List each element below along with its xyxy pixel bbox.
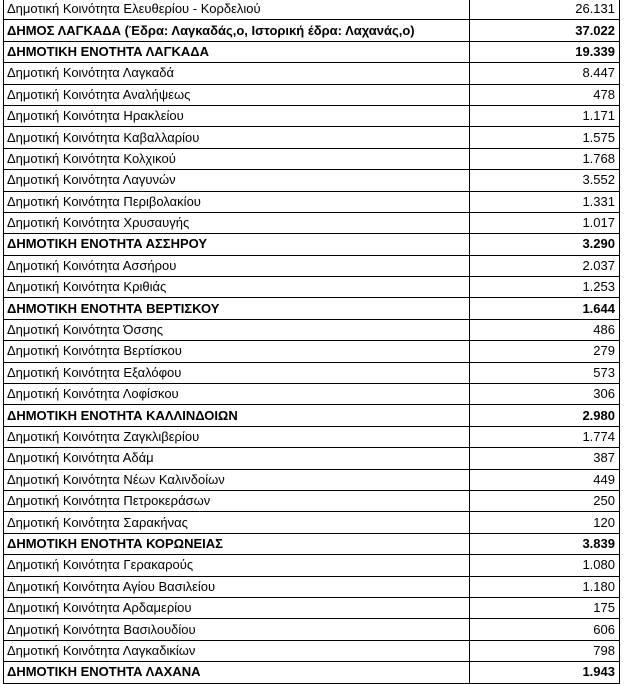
- table-row: [4, 597, 620, 618]
- population-value-cell: 478: [470, 84, 620, 105]
- population-value-cell: 573: [470, 362, 620, 383]
- area-name-cell: Δημοτική Κοινότητα Βερτίσκου: [4, 341, 470, 362]
- population-value-cell: 3.839: [470, 533, 620, 554]
- population-value-cell: 26.131: [470, 0, 620, 20]
- table-row: [4, 362, 620, 383]
- table-row: [4, 212, 620, 233]
- table-row: [4, 490, 620, 511]
- section-header-row: [4, 20, 620, 41]
- area-name-cell: Δημοτική Κοινότητα Περιβολακίου: [4, 191, 470, 212]
- area-name-cell: Δημοτική Κοινότητα Κολχικού: [4, 148, 470, 169]
- area-name-cell: Δημοτική Κοινότητα Αναλήψεως: [4, 84, 470, 105]
- area-name-cell: Δημοτική Κοινότητα Λαγυνών: [4, 170, 470, 191]
- table-row: [4, 63, 620, 84]
- population-value-cell: 2.980: [470, 405, 620, 426]
- population-value-cell: 175: [470, 597, 620, 618]
- population-value-cell: 3.290: [470, 234, 620, 255]
- area-name-cell: Δημοτική Κοινότητα Βασιλουδίου: [4, 619, 470, 640]
- population-table-body: [4, 0, 620, 683]
- area-name-cell: Δημοτική Κοινότητα Λαγκαδικίων: [4, 640, 470, 661]
- table-row: [4, 448, 620, 469]
- table-row: [4, 277, 620, 298]
- population-value-cell: 1.180: [470, 576, 620, 597]
- population-value-cell: 1.331: [470, 191, 620, 212]
- area-name-cell: ΔΗΜΟΤΙΚΗ ΕΝΟΤΗΤΑ ΛΑΓΚΑΔΑ: [4, 41, 470, 62]
- table-row: [4, 576, 620, 597]
- area-name-cell: Δημοτική Κοινότητα Ασσήρου: [4, 255, 470, 276]
- population-value-cell: 606: [470, 619, 620, 640]
- area-name-cell: Δημοτική Κοινότητα Αγίου Βασιλείου: [4, 576, 470, 597]
- section-header-row: [4, 533, 620, 554]
- table-row: [4, 127, 620, 148]
- area-name-cell: Δημοτική Κοινότητα Αδάμ: [4, 448, 470, 469]
- area-name-cell: ΔΗΜΟΤΙΚΗ ΕΝΟΤΗΤΑ ΚΟΡΩΝΕΙΑΣ: [4, 533, 470, 554]
- population-value-cell: 387: [470, 448, 620, 469]
- table-row: [4, 619, 620, 640]
- table-row: [4, 426, 620, 447]
- table-row: [4, 170, 620, 191]
- table-row: [4, 0, 620, 20]
- population-value-cell: 8.447: [470, 63, 620, 84]
- area-name-cell: ΔΗΜΟΤΙΚΗ ΕΝΟΤΗΤΑ ΚΑΛΛΙΝΔΟΙΩΝ: [4, 405, 470, 426]
- table-row: [4, 512, 620, 533]
- table-row: [4, 555, 620, 576]
- table-row: [4, 84, 620, 105]
- population-value-cell: 1.017: [470, 212, 620, 233]
- table-row: [4, 148, 620, 169]
- area-name-cell: ΔΗΜΟΤΙΚΗ ΕΝΟΤΗΤΑ ΒΕΡΤΙΣΚΟΥ: [4, 298, 470, 319]
- area-name-cell: Δημοτική Κοινότητα Καβαλλαρίου: [4, 127, 470, 148]
- population-value-cell: 37.022: [470, 20, 620, 41]
- area-name-cell: Δημοτική Κοινότητα Ζαγκλιβερίου: [4, 426, 470, 447]
- population-value-cell: 1.943: [470, 662, 620, 683]
- table-row: [4, 384, 620, 405]
- population-value-cell: 19.339: [470, 41, 620, 62]
- table-row: [4, 640, 620, 661]
- population-value-cell: 798: [470, 640, 620, 661]
- area-name-cell: Δημοτική Κοινότητα Ελευθερίου - Κορδελιού: [4, 0, 470, 20]
- area-name-cell: ΔΗΜΟΤΙΚΗ ΕΝΟΤΗΤΑ ΛΑΧΑΝΑ: [4, 662, 470, 683]
- section-header-row: [4, 405, 620, 426]
- table-row: [4, 341, 620, 362]
- population-value-cell: 1.774: [470, 426, 620, 447]
- area-name-cell: Δημοτική Κοινότητα Νέων Καλινδοίων: [4, 469, 470, 490]
- population-value-cell: 3.552: [470, 170, 620, 191]
- area-name-cell: Δημοτική Κοινότητα Χρυσαυγής: [4, 212, 470, 233]
- population-value-cell: 1.171: [470, 105, 620, 126]
- population-value-cell: 250: [470, 490, 620, 511]
- population-table: [3, 0, 620, 684]
- area-name-cell: ΔΗΜΟΣ ΛΑΓΚΑΔΑ (Έδρα: Λαγκαδάς,ο, Ιστορική έδρα: Λαχανάς,ο): [4, 20, 470, 41]
- population-value-cell: 449: [470, 469, 620, 490]
- section-header-row: [4, 234, 620, 255]
- section-header-row: [4, 298, 620, 319]
- population-value-cell: 306: [470, 384, 620, 405]
- population-value-cell: 1.644: [470, 298, 620, 319]
- population-value-cell: 2.037: [470, 255, 620, 276]
- area-name-cell: Δημοτική Κοινότητα Λαγκαδά: [4, 63, 470, 84]
- area-name-cell: Δημοτική Κοινότητα Σαρακήνας: [4, 512, 470, 533]
- table-row: [4, 255, 620, 276]
- population-value-cell: 1.575: [470, 127, 620, 148]
- area-name-cell: Δημοτική Κοινότητα Λοφίσκου: [4, 384, 470, 405]
- population-value-cell: 486: [470, 319, 620, 340]
- area-name-cell: Δημοτική Κοινότητα Εξαλόφου: [4, 362, 470, 383]
- area-name-cell: Δημοτική Κοινότητα Πετροκεράσων: [4, 490, 470, 511]
- table-row: [4, 191, 620, 212]
- section-header-row: [4, 662, 620, 683]
- area-name-cell: Δημοτική Κοινότητα Όσσης: [4, 319, 470, 340]
- population-value-cell: 1.253: [470, 277, 620, 298]
- population-value-cell: 279: [470, 341, 620, 362]
- area-name-cell: Δημοτική Κοινότητα Αρδαμερίου: [4, 597, 470, 618]
- section-header-row: [4, 41, 620, 62]
- population-value-cell: 1.768: [470, 148, 620, 169]
- table-row: [4, 319, 620, 340]
- area-name-cell: Δημοτική Κοινότητα Γερακαρούς: [4, 555, 470, 576]
- table-row: [4, 105, 620, 126]
- area-name-cell: ΔΗΜΟΤΙΚΗ ΕΝΟΤΗΤΑ ΑΣΣΗΡΟΥ: [4, 234, 470, 255]
- table-row: [4, 469, 620, 490]
- population-value-cell: 1.080: [470, 555, 620, 576]
- area-name-cell: Δημοτική Κοινότητα Ηρακλείου: [4, 105, 470, 126]
- area-name-cell: Δημοτική Κοινότητα Κριθιάς: [4, 277, 470, 298]
- population-value-cell: 120: [470, 512, 620, 533]
